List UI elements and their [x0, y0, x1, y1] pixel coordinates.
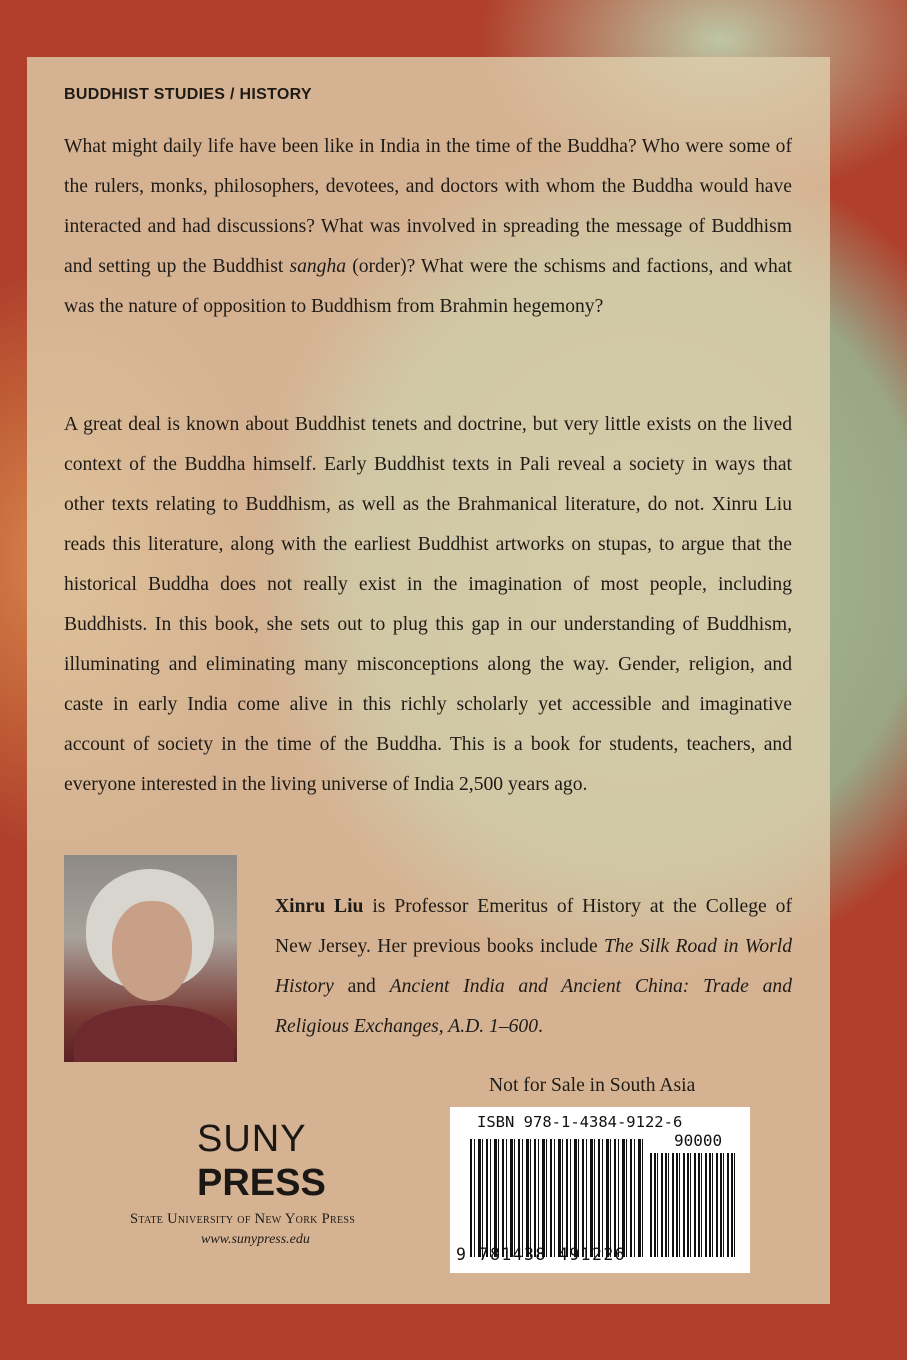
isbn-number: ISBN 978-1-4384-9122-6 [477, 1113, 683, 1131]
publisher-logo-bottom: PRESS [197, 1162, 326, 1204]
category-label: BUDDHIST STUDIES / HISTORY [64, 86, 312, 103]
publisher-logo-top: SUNY [197, 1118, 307, 1160]
author-photo-face [112, 901, 192, 1001]
ean-bars [470, 1139, 645, 1257]
author-photo [64, 855, 237, 1062]
publisher-name: State University of New York Press [130, 1211, 356, 1227]
barcode [450, 1107, 750, 1273]
ean-digits: 9 781438 491226 [456, 1245, 627, 1264]
author-bio: Xinru Liu is Professor Emeritus of History at the College of New Jersey. Her previous books include The Silk Road in World History and Ancient India and Ancient China: Trade and Religious Exchanges, A.D. 1–600. [275, 896, 792, 1037]
price-addon-number: 90000 [674, 1131, 723, 1150]
sale-restriction-note: Not for Sale in South Asia [489, 1075, 696, 1096]
author-photo-body [74, 1005, 234, 1062]
description-paragraph-1: What might daily life have been like in India in the time of the Buddha? Who were some of the rulers, monks, philosophers, devotees, and doctors with whom the Buddha would have interacted and had discussions? What was involved in spreading the message of Buddhism and setting up the Buddhist sangha (order)? What were the schisms and factions, and what was the nature of opposition to Buddhism from Brahmin hegemony? [64, 136, 792, 317]
publisher-url: www.sunypress.edu [201, 1232, 310, 1247]
addon-bars [650, 1153, 735, 1257]
description-paragraph-2: A great deal is known about Buddhist tenets and doctrine, but very little exists on the lived context of the Buddha himself. Early Buddhist texts in Pali reveal a society in ways that other texts relating to Buddhism, as well as the Brahmanical literature, do not. Xinru Liu reads this literature, along with the earliest Buddhist artworks on stupas, to argue that the historical Buddha does not really exist in the imagination of most people, including Buddhists. In this book, she sets out to plug this gap in our understanding of Buddhism, illuminating and eliminating many misconceptions along the way. Gender, religion, and caste in early India come alive in this richly scholarly yet accessible and imaginative account of society in the time of the Buddha. This is a book for students, teachers, and everyone interested in the living universe of India 2,500 years ago. [64, 414, 792, 795]
